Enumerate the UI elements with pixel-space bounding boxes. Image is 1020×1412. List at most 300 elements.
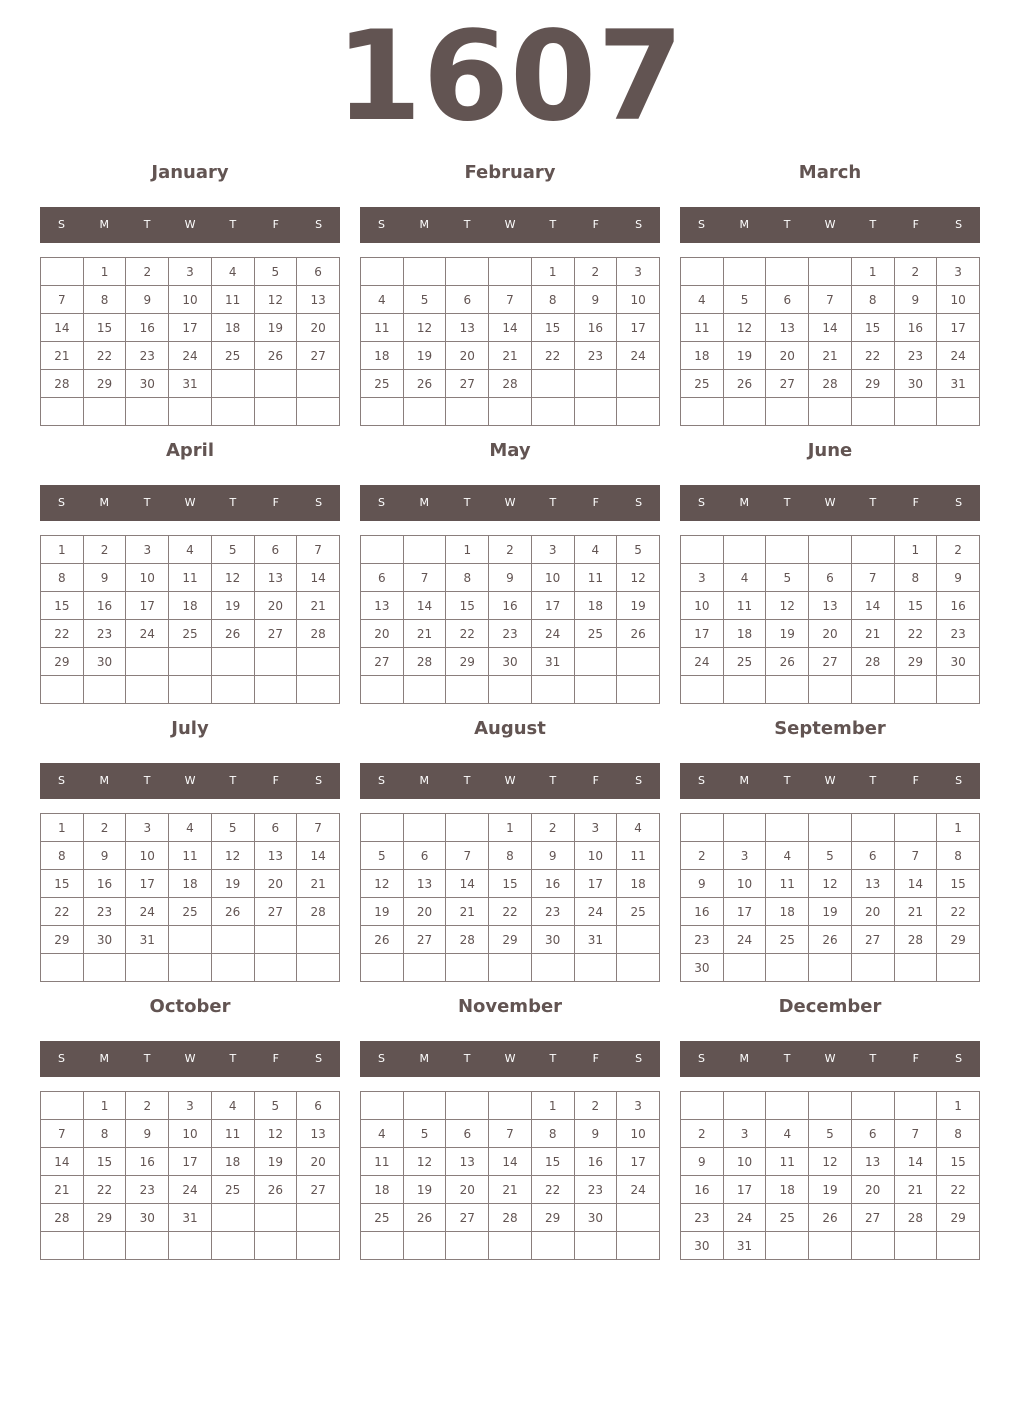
day-cell: 25 [169,898,212,926]
day-cell: 28 [809,370,852,398]
day-cell: 29 [41,648,84,676]
empty-day-cell [766,1092,809,1120]
day-cell: 25 [169,620,212,648]
week-row [681,286,980,314]
day-cell: 19 [211,870,254,898]
empty-day-cell [894,676,937,704]
day-cell: 24 [169,1176,212,1204]
day-cell: 21 [403,620,446,648]
week-row [681,898,980,926]
empty-day-cell [489,1232,532,1260]
week-row [41,1204,340,1232]
empty-day-cell [41,1092,84,1120]
day-cell: 6 [446,1120,489,1148]
day-cell: 5 [254,1092,297,1120]
day-cell: 2 [83,814,126,842]
weekday-label: T [783,774,791,787]
day-cell: 25 [574,620,617,648]
weekday-label: M [739,774,750,787]
month-name: January [151,162,229,183]
empty-day-cell [403,536,446,564]
day-cell: 3 [169,1092,212,1120]
empty-day-cell [126,676,169,704]
week-row [681,398,980,426]
day-cell: 5 [403,286,446,314]
empty-day-cell [211,954,254,982]
week-row [361,1148,660,1176]
month-name: November [457,996,563,1017]
day-cell: 23 [894,342,937,370]
empty-day-cell [574,398,617,426]
empty-day-cell [809,398,852,426]
day-cell: 12 [617,564,660,592]
day-cell: 24 [723,926,766,954]
day-cell: 11 [617,842,660,870]
day-cell: 19 [617,592,660,620]
day-cell: 28 [297,620,340,648]
day-cell: 21 [809,342,852,370]
empty-day-cell [766,954,809,982]
day-cell: 2 [574,258,617,286]
empty-day-cell [169,676,212,704]
day-cell: 16 [681,1176,724,1204]
day-cell: 17 [617,1148,660,1176]
empty-day-cell [681,536,724,564]
weekday-label: T [549,1052,557,1065]
weekday-label: S [697,774,705,787]
day-cell: 9 [489,564,532,592]
week-row [681,648,980,676]
day-cell: 9 [681,1148,724,1176]
weekday-label: S [377,218,385,231]
day-cell: 29 [937,1204,980,1232]
day-cell: 30 [126,370,169,398]
day-cell: 18 [681,342,724,370]
day-cell: 12 [211,842,254,870]
empty-day-cell [809,676,852,704]
week-row [681,814,980,842]
day-cell: 14 [894,870,937,898]
empty-day-cell [617,926,660,954]
month-name: May [489,440,531,461]
day-cell: 16 [83,592,126,620]
weekday-label: F [272,496,279,509]
day-cell: 14 [403,592,446,620]
day-cell: 17 [531,592,574,620]
empty-day-cell [211,648,254,676]
week-row [681,592,980,620]
week-row [41,564,340,592]
day-cell: 3 [126,536,169,564]
day-cell: 20 [297,314,340,342]
weekday-label: W [184,774,196,787]
day-cell: 8 [531,1120,574,1148]
empty-day-cell [574,1232,617,1260]
day-cell: 15 [894,592,937,620]
day-cell: 11 [169,564,212,592]
week-row [41,814,340,842]
day-cell: 11 [766,870,809,898]
day-cell: 27 [403,926,446,954]
empty-day-cell [809,1092,852,1120]
year-title: 1607 [335,5,685,149]
week-row [41,1092,340,1120]
week-row [361,592,660,620]
week-row [361,814,660,842]
weekday-label: W [824,774,836,787]
week-row [361,1176,660,1204]
empty-day-cell [681,398,724,426]
empty-day-cell [489,954,532,982]
day-cell: 7 [297,814,340,842]
empty-day-cell [851,676,894,704]
empty-day-cell [574,954,617,982]
day-cell: 6 [361,564,404,592]
weekday-header [680,1041,980,1077]
day-cell: 3 [723,842,766,870]
day-cell: 12 [766,592,809,620]
day-cell: 31 [937,370,980,398]
weekday-label: F [912,496,919,509]
day-cell: 2 [489,536,532,564]
week-row [361,536,660,564]
week-row [681,1148,980,1176]
day-cell: 18 [361,1176,404,1204]
day-cell: 17 [723,1176,766,1204]
day-cell: 22 [41,620,84,648]
month-name: February [464,162,556,183]
day-cell: 4 [169,536,212,564]
week-row [681,1204,980,1232]
empty-day-cell [169,954,212,982]
day-cell: 5 [809,842,852,870]
empty-day-cell [41,954,84,982]
day-cell: 13 [254,564,297,592]
empty-day-cell [83,676,126,704]
month-name: April [165,440,215,461]
week-row [41,314,340,342]
day-cell: 21 [489,1176,532,1204]
weekday-label: M [419,774,430,787]
empty-day-cell [723,676,766,704]
day-cell: 13 [766,314,809,342]
weekday-label: F [912,774,919,787]
week-row [361,342,660,370]
week-row [361,398,660,426]
week-row [41,676,340,704]
day-cell: 8 [489,842,532,870]
day-cell: 7 [809,286,852,314]
day-cell: 24 [617,1176,660,1204]
day-cell: 25 [211,1176,254,1204]
day-cell: 30 [83,926,126,954]
day-cell: 14 [809,314,852,342]
weekday-label: T [463,496,471,509]
day-cell: 7 [446,842,489,870]
weekday-label: T [229,218,237,231]
day-cell: 26 [617,620,660,648]
day-cell: 26 [766,648,809,676]
empty-day-cell [254,926,297,954]
day-cell: 30 [83,648,126,676]
week-row [681,926,980,954]
day-cell: 24 [126,898,169,926]
day-cell: 23 [83,898,126,926]
day-cell: 17 [617,314,660,342]
day-cell: 16 [574,1148,617,1176]
week-row [41,842,340,870]
day-cell: 24 [574,898,617,926]
week-row [41,1232,340,1260]
day-cell: 13 [254,842,297,870]
day-cell: 7 [894,842,937,870]
empty-day-cell [361,676,404,704]
day-cell: 16 [531,870,574,898]
day-cell: 22 [41,898,84,926]
empty-day-cell [723,1092,766,1120]
day-cell: 27 [254,898,297,926]
empty-day-cell [403,1092,446,1120]
day-cell: 3 [126,814,169,842]
day-cell: 9 [83,564,126,592]
weekday-label: F [912,218,919,231]
empty-day-cell [766,536,809,564]
day-cell: 20 [851,898,894,926]
empty-day-cell [723,258,766,286]
day-cell: 28 [41,370,84,398]
day-cell: 1 [937,1092,980,1120]
weekday-label: M [739,496,750,509]
weekday-label: T [783,218,791,231]
day-cell: 2 [681,842,724,870]
week-row [41,1148,340,1176]
day-cell: 29 [851,370,894,398]
week-row [41,926,340,954]
day-cell: 20 [403,898,446,926]
day-cell: 18 [766,898,809,926]
empty-day-cell [403,1232,446,1260]
day-cell: 4 [211,1092,254,1120]
empty-day-cell [361,1232,404,1260]
day-cell: 17 [169,1148,212,1176]
day-cell: 23 [126,1176,169,1204]
day-grid [360,813,660,982]
empty-day-cell [297,370,340,398]
week-row [41,592,340,620]
day-grid [360,535,660,704]
empty-day-cell [574,648,617,676]
day-cell: 30 [937,648,980,676]
day-cell: 28 [297,898,340,926]
weekday-label: S [635,774,643,787]
weekday-label: T [869,1052,877,1065]
day-cell: 26 [211,898,254,926]
empty-day-cell [531,676,574,704]
empty-day-cell [809,954,852,982]
empty-day-cell [851,1092,894,1120]
weekday-label: S [955,774,963,787]
day-cell: 8 [531,286,574,314]
empty-day-cell [617,954,660,982]
week-row [361,842,660,870]
day-cell: 13 [809,592,852,620]
day-grid [40,813,340,982]
empty-day-cell [894,814,937,842]
day-cell: 9 [937,564,980,592]
empty-day-cell [766,258,809,286]
empty-day-cell [723,398,766,426]
day-cell: 13 [851,1148,894,1176]
day-cell: 5 [403,1120,446,1148]
day-cell: 5 [723,286,766,314]
day-cell: 15 [489,870,532,898]
day-cell: 17 [574,870,617,898]
day-cell: 20 [766,342,809,370]
empty-day-cell [681,676,724,704]
day-cell: 27 [446,1204,489,1232]
empty-day-cell [254,1232,297,1260]
weekday-label: T [463,218,471,231]
day-cell: 8 [446,564,489,592]
day-cell: 29 [446,648,489,676]
empty-day-cell [41,258,84,286]
day-cell: 29 [41,926,84,954]
day-cell: 2 [126,258,169,286]
day-cell: 24 [531,620,574,648]
month-name: March [798,162,862,183]
empty-day-cell [169,648,212,676]
day-cell: 10 [169,1120,212,1148]
day-cell: 25 [766,1204,809,1232]
day-cell: 9 [574,1120,617,1148]
empty-day-cell [809,258,852,286]
weekday-label: W [184,1052,196,1065]
week-row [361,286,660,314]
weekday-header [40,485,340,521]
day-cell: 8 [41,842,84,870]
weekday-header [360,763,660,799]
day-cell: 11 [211,1120,254,1148]
day-cell: 23 [574,1176,617,1204]
empty-day-cell [126,1232,169,1260]
empty-day-cell [446,1232,489,1260]
empty-day-cell [254,954,297,982]
empty-day-cell [297,398,340,426]
day-cell: 23 [489,620,532,648]
day-cell: 24 [681,648,724,676]
empty-day-cell [723,954,766,982]
weekday-label: T [143,774,151,787]
weekday-header [680,763,980,799]
week-row [681,564,980,592]
day-cell: 31 [169,1204,212,1232]
weekday-label: T [783,1052,791,1065]
empty-day-cell [297,954,340,982]
day-cell: 29 [83,370,126,398]
weekday-label: S [315,218,323,231]
day-cell: 17 [169,314,212,342]
weekday-label: S [955,218,963,231]
weekday-label: S [57,218,65,231]
day-cell: 21 [297,870,340,898]
empty-day-cell [403,954,446,982]
week-row [681,370,980,398]
day-cell: 12 [809,1148,852,1176]
empty-day-cell [254,370,297,398]
day-cell: 22 [894,620,937,648]
day-cell: 12 [254,1120,297,1148]
day-cell: 6 [403,842,446,870]
day-cell: 3 [169,258,212,286]
day-cell: 26 [723,370,766,398]
weekday-label: T [463,1052,471,1065]
week-row [41,648,340,676]
empty-day-cell [41,398,84,426]
day-cell: 22 [83,342,126,370]
day-cell: 12 [809,870,852,898]
week-row [361,1092,660,1120]
day-cell: 26 [361,926,404,954]
weekday-header [360,1041,660,1077]
empty-day-cell [297,676,340,704]
day-cell: 7 [489,1120,532,1148]
empty-day-cell [617,648,660,676]
empty-day-cell [254,398,297,426]
day-cell: 20 [446,342,489,370]
weekday-label: T [549,496,557,509]
week-row [361,898,660,926]
empty-day-cell [937,398,980,426]
day-cell: 19 [403,1176,446,1204]
day-cell: 20 [254,870,297,898]
empty-day-cell [361,398,404,426]
day-cell: 20 [361,620,404,648]
week-row [681,258,980,286]
day-cell: 27 [446,370,489,398]
empty-day-cell [446,258,489,286]
day-grid [40,535,340,704]
empty-day-cell [297,1232,340,1260]
day-cell: 14 [41,314,84,342]
week-row [41,1176,340,1204]
day-cell: 20 [809,620,852,648]
empty-day-cell [297,926,340,954]
week-row [41,536,340,564]
empty-day-cell [617,1232,660,1260]
day-cell: 21 [297,592,340,620]
weekday-label: T [229,496,237,509]
day-cell: 1 [489,814,532,842]
day-cell: 22 [531,1176,574,1204]
day-cell: 26 [254,342,297,370]
day-grid [360,1091,660,1260]
day-cell: 21 [489,342,532,370]
day-cell: 29 [83,1204,126,1232]
day-grid [680,257,980,426]
day-cell: 23 [937,620,980,648]
empty-day-cell [83,954,126,982]
day-cell: 24 [937,342,980,370]
day-cell: 4 [723,564,766,592]
day-cell: 16 [126,1148,169,1176]
empty-day-cell [211,676,254,704]
day-cell: 28 [894,1204,937,1232]
week-row [681,1232,980,1260]
weekday-label: S [377,1052,385,1065]
day-cell: 15 [531,1148,574,1176]
weekday-label: T [549,774,557,787]
day-cell: 6 [809,564,852,592]
